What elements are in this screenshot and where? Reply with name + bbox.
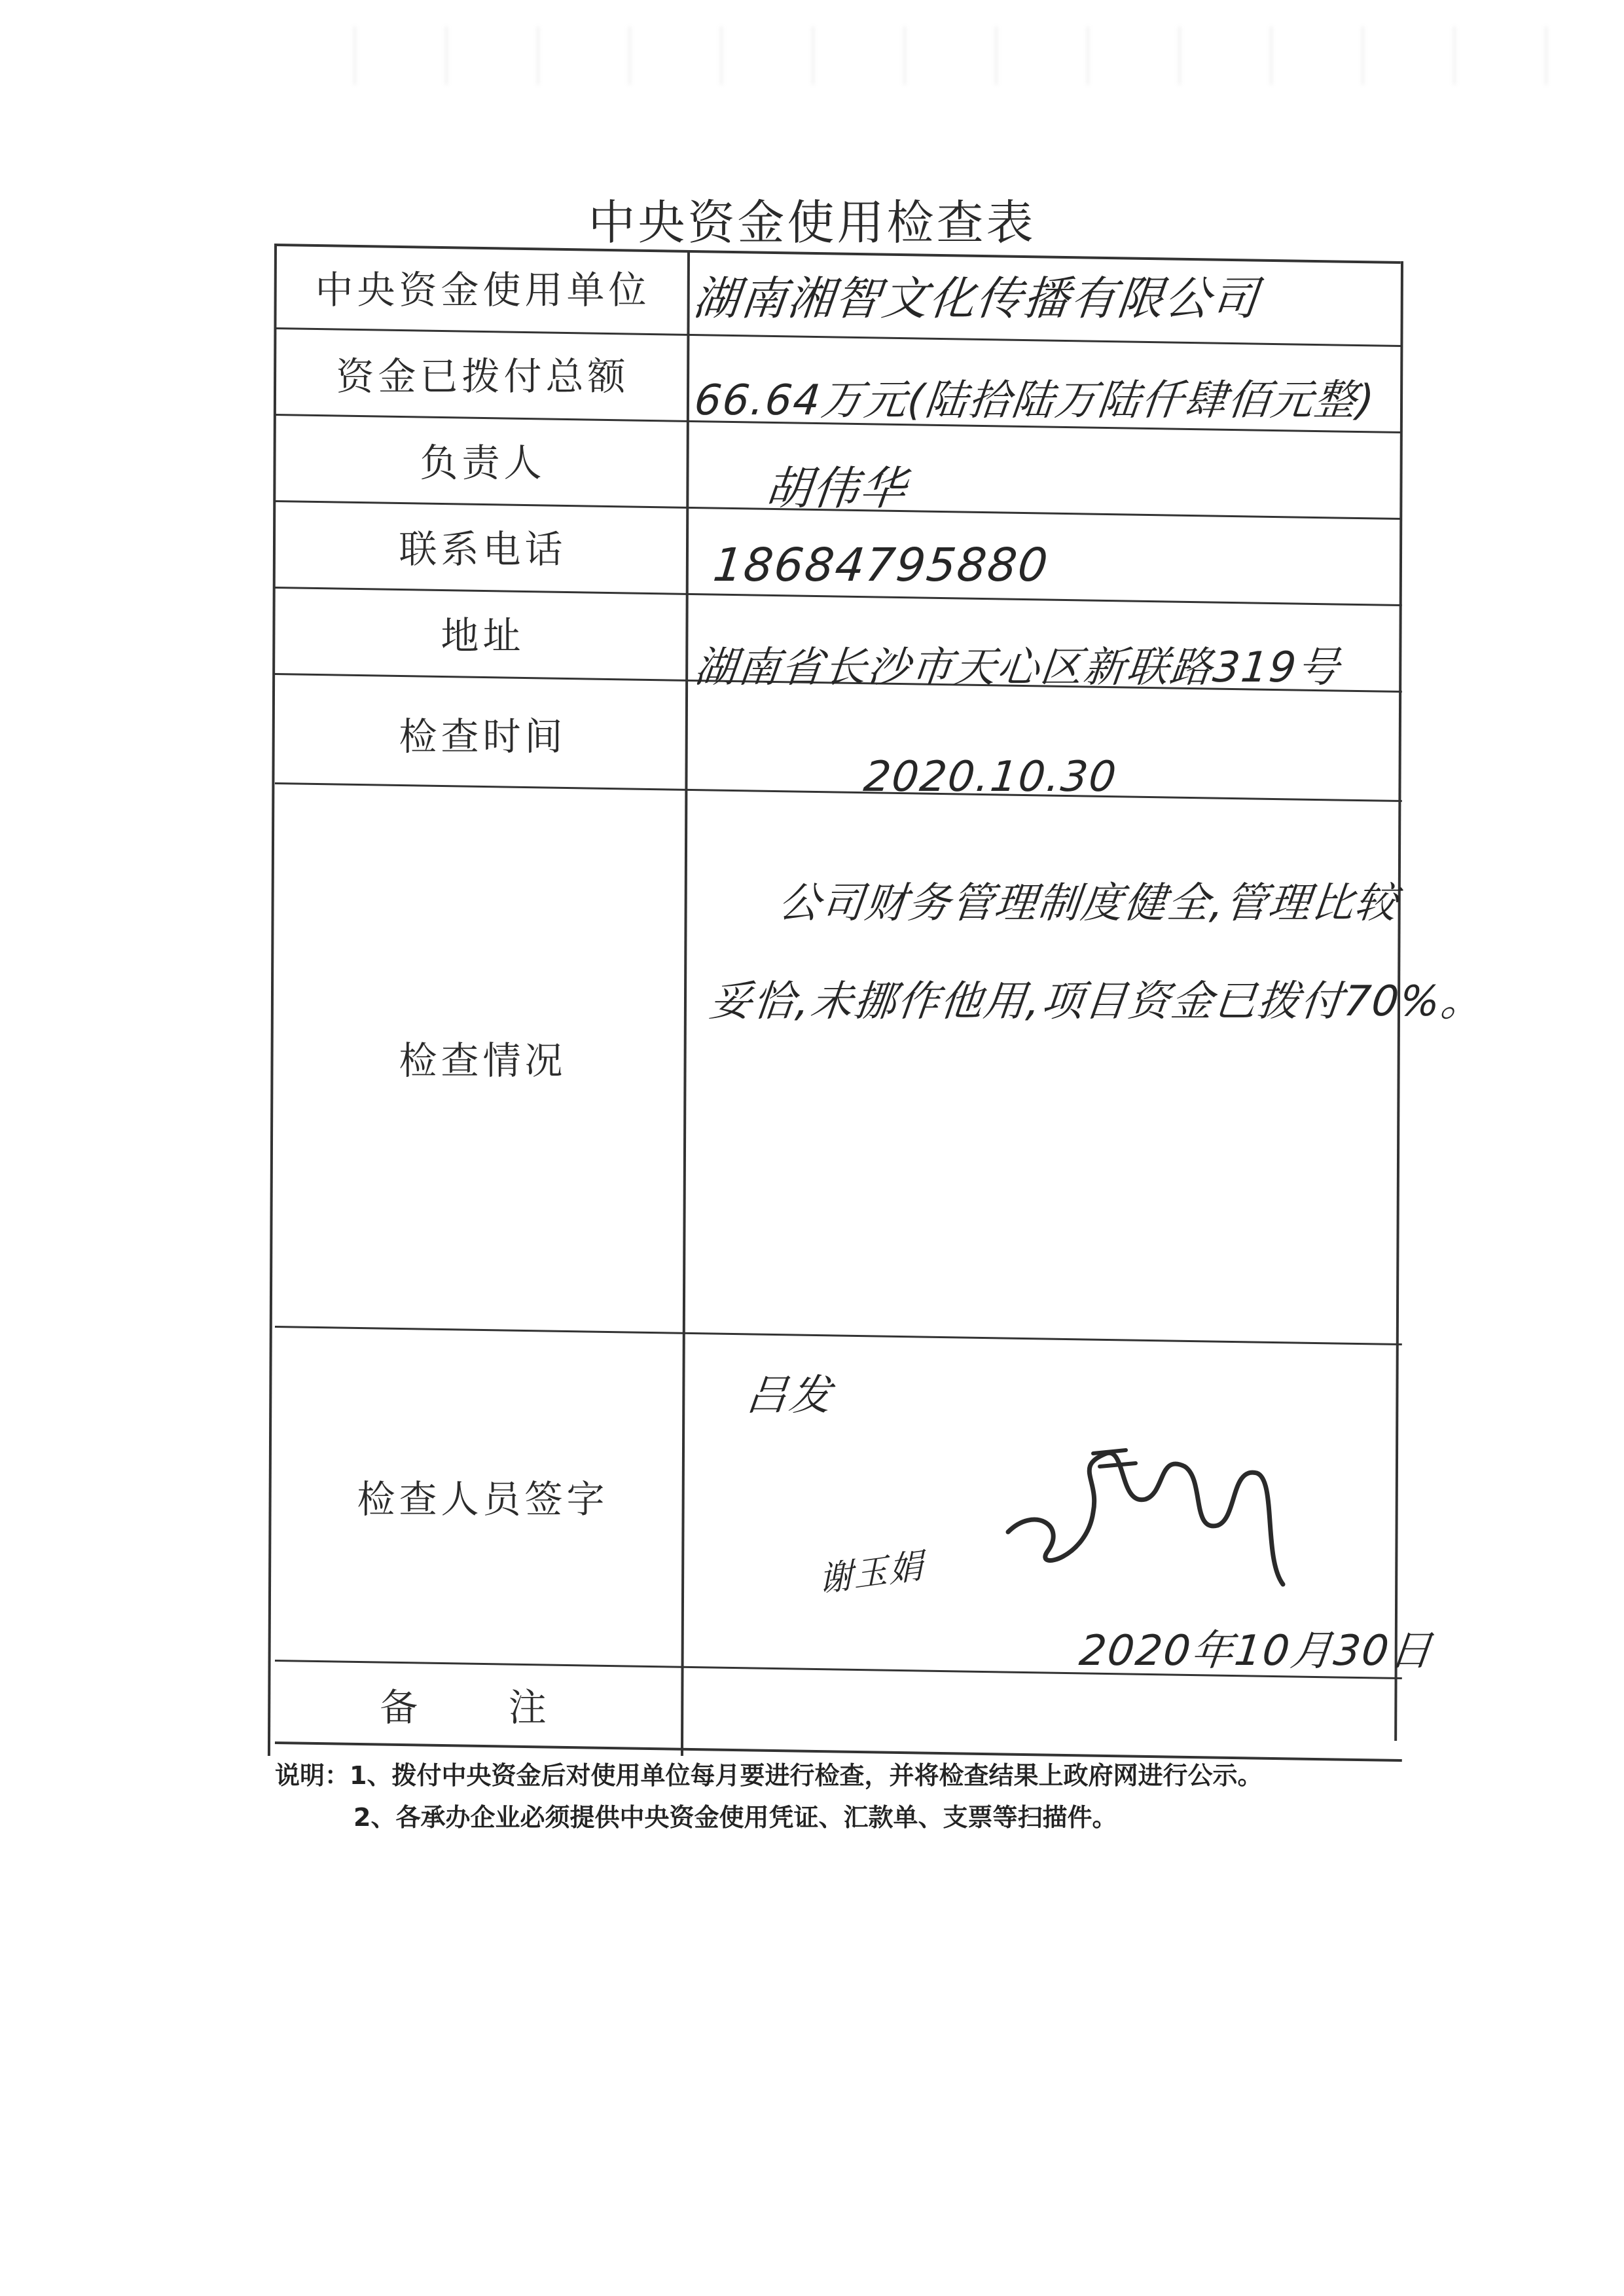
value-phone: 18684795880 [710,538,1052,592]
document-title: 中央资金使用检查表 [588,195,1036,250]
footnote-2: 2、各承办企业必须提供中央资金使用凭证、汇款单、支票等扫描件。 [353,1803,1117,1832]
value-check-time: 2020.10.30 [861,753,1120,801]
label-check-status: 检查情况 [399,1038,567,1083]
footnotes [275,1755,1262,1838]
label-unit: 中央资金使用单位 [315,268,651,312]
value-check-status-line2: 妥恰,未挪作他用,项目资金已拨付70%。 [707,977,1487,1026]
value-amount: 66.64万元(陆拾陆万陆仟肆佰元整) [692,376,1378,425]
label-person: 负责人 [420,441,546,485]
inspector-signature-2: 谢玉娟 [818,1546,925,1601]
inspector-signature-scrawl [995,1427,1296,1597]
label-inspector: 检查人员签字 [357,1477,609,1522]
inspection-sign-date: 2020年10月30日 [1077,1627,1436,1675]
label-remark: 备 注 [380,1685,586,1730]
label-address: 地址 [441,613,525,658]
value-check-status-line1: 公司财务管理制度健全,管理比较 [776,879,1401,928]
label-amount: 资金已拨付总额 [336,354,630,399]
value-person: 胡伟华 [763,462,910,515]
table-border-left [268,244,277,1756]
label-phone: 联系电话 [399,527,567,572]
value-unit: 湖南湘智文化传播有限公司 [691,272,1262,325]
value-address: 湖南省长沙市天心区新联路319号 [692,644,1343,692]
footnote-1: 说明：1、拨付中央资金后对使用单位每月要进行检查，并将检查结果上政府网进行公示。 [275,1761,1263,1790]
label-check-time: 检查时间 [399,714,567,759]
inspector-signature-1: 吕发 [743,1372,835,1420]
